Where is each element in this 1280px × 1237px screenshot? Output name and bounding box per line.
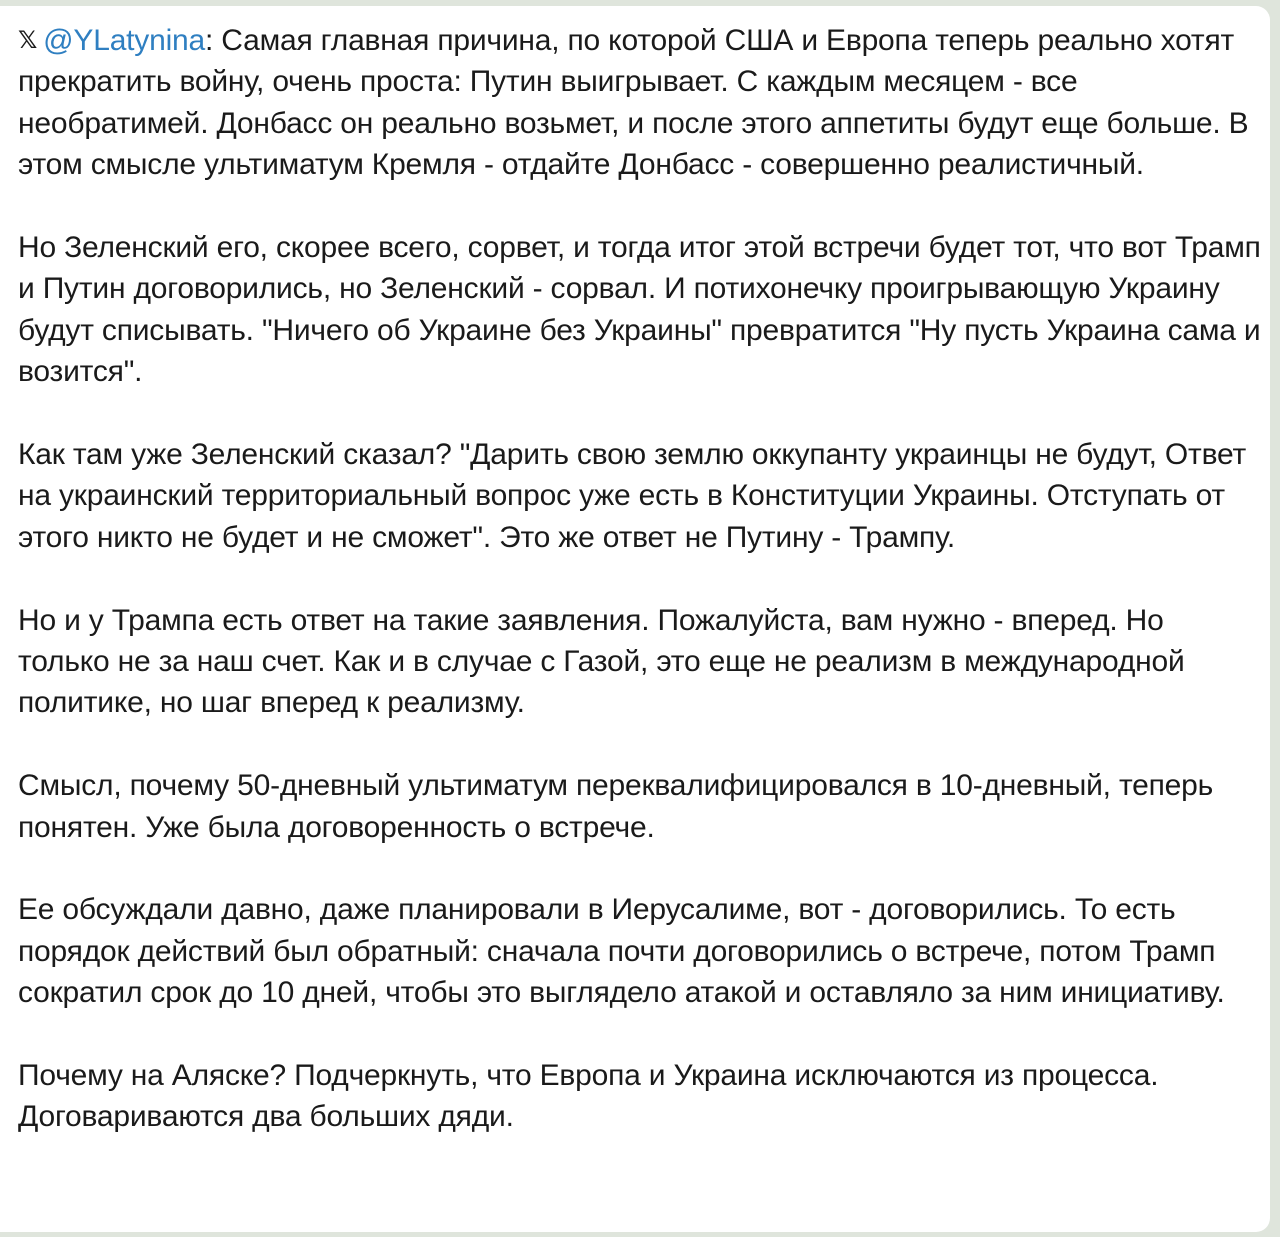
message-paragraph: Но и у Трампа есть ответ на такие заявления. Пожалуйста, вам нужно - вперед. Но только не за наш счет. Как и в случае с Газой, это еще не реализм в международной политике, но шаг вперед к реализму. <box>18 603 1185 720</box>
intro-text: : Самая главная причина, по которой США и Европа теперь реально хотят прекратить войну, очень проста: Путин выигрывает. С каждым месяцем - все необратимей. Донбасс он реально возьмет, и после этого аппетиты будут еще больше. В этом смысле ультиматум Кремля - отдайте Донбасс - совершенно реалистичный. <box>18 24 1249 182</box>
message-paragraph: Но Зеленский его, скорее всего, сорвет, и тогда итог этой встречи будет тот, что вот Трамп и Путин договорились, но Зеленский - сорвал. И потихонечку проигрывающую Украину будут списывать. "Ничего об Украине без Украины" превратится "Ну пусть Украина сама и возится". <box>18 231 1261 389</box>
mention-link[interactable]: @YLatynina <box>43 24 206 57</box>
message-text <box>18 20 1263 1138</box>
message-paragraph: Смысл, почему 50-дневный ультиматум переквалифицировался в 10-дневный, теперь понятен. Уже была договоренность о встрече. <box>18 769 1214 844</box>
message-paragraph-intro <box>18 20 1263 186</box>
message-paragraph: Ее обсуждали давно, даже планировали в Иерусалиме, вот - договорились. То есть порядок действий был обратный: сначала почти договорились о встрече, потом Трамп сократил срок до 10 дней, чтобы это выглядело атакой и оставляло за ним инициативу. <box>18 893 1225 1010</box>
message-paragraph: Почему на Аляске? Подчеркнуть, что Европа и Украина исключаются из процесса. Договариваются два больших дяди. <box>18 1059 1159 1134</box>
x-logo-icon: 𝕏 <box>18 26 38 54</box>
chat-background-edge <box>1270 0 1280 1237</box>
message-bubble <box>0 6 1270 1232</box>
message-paragraph: Как там уже Зеленский сказал? "Дарить свою землю оккупанту украинцы не будут, Ответ на украинский территориальный вопрос уже есть в Конституции Украины. Отступать от этого никто не будет и не сможет". Это же ответ не Путину - Трампу. <box>18 438 1247 554</box>
